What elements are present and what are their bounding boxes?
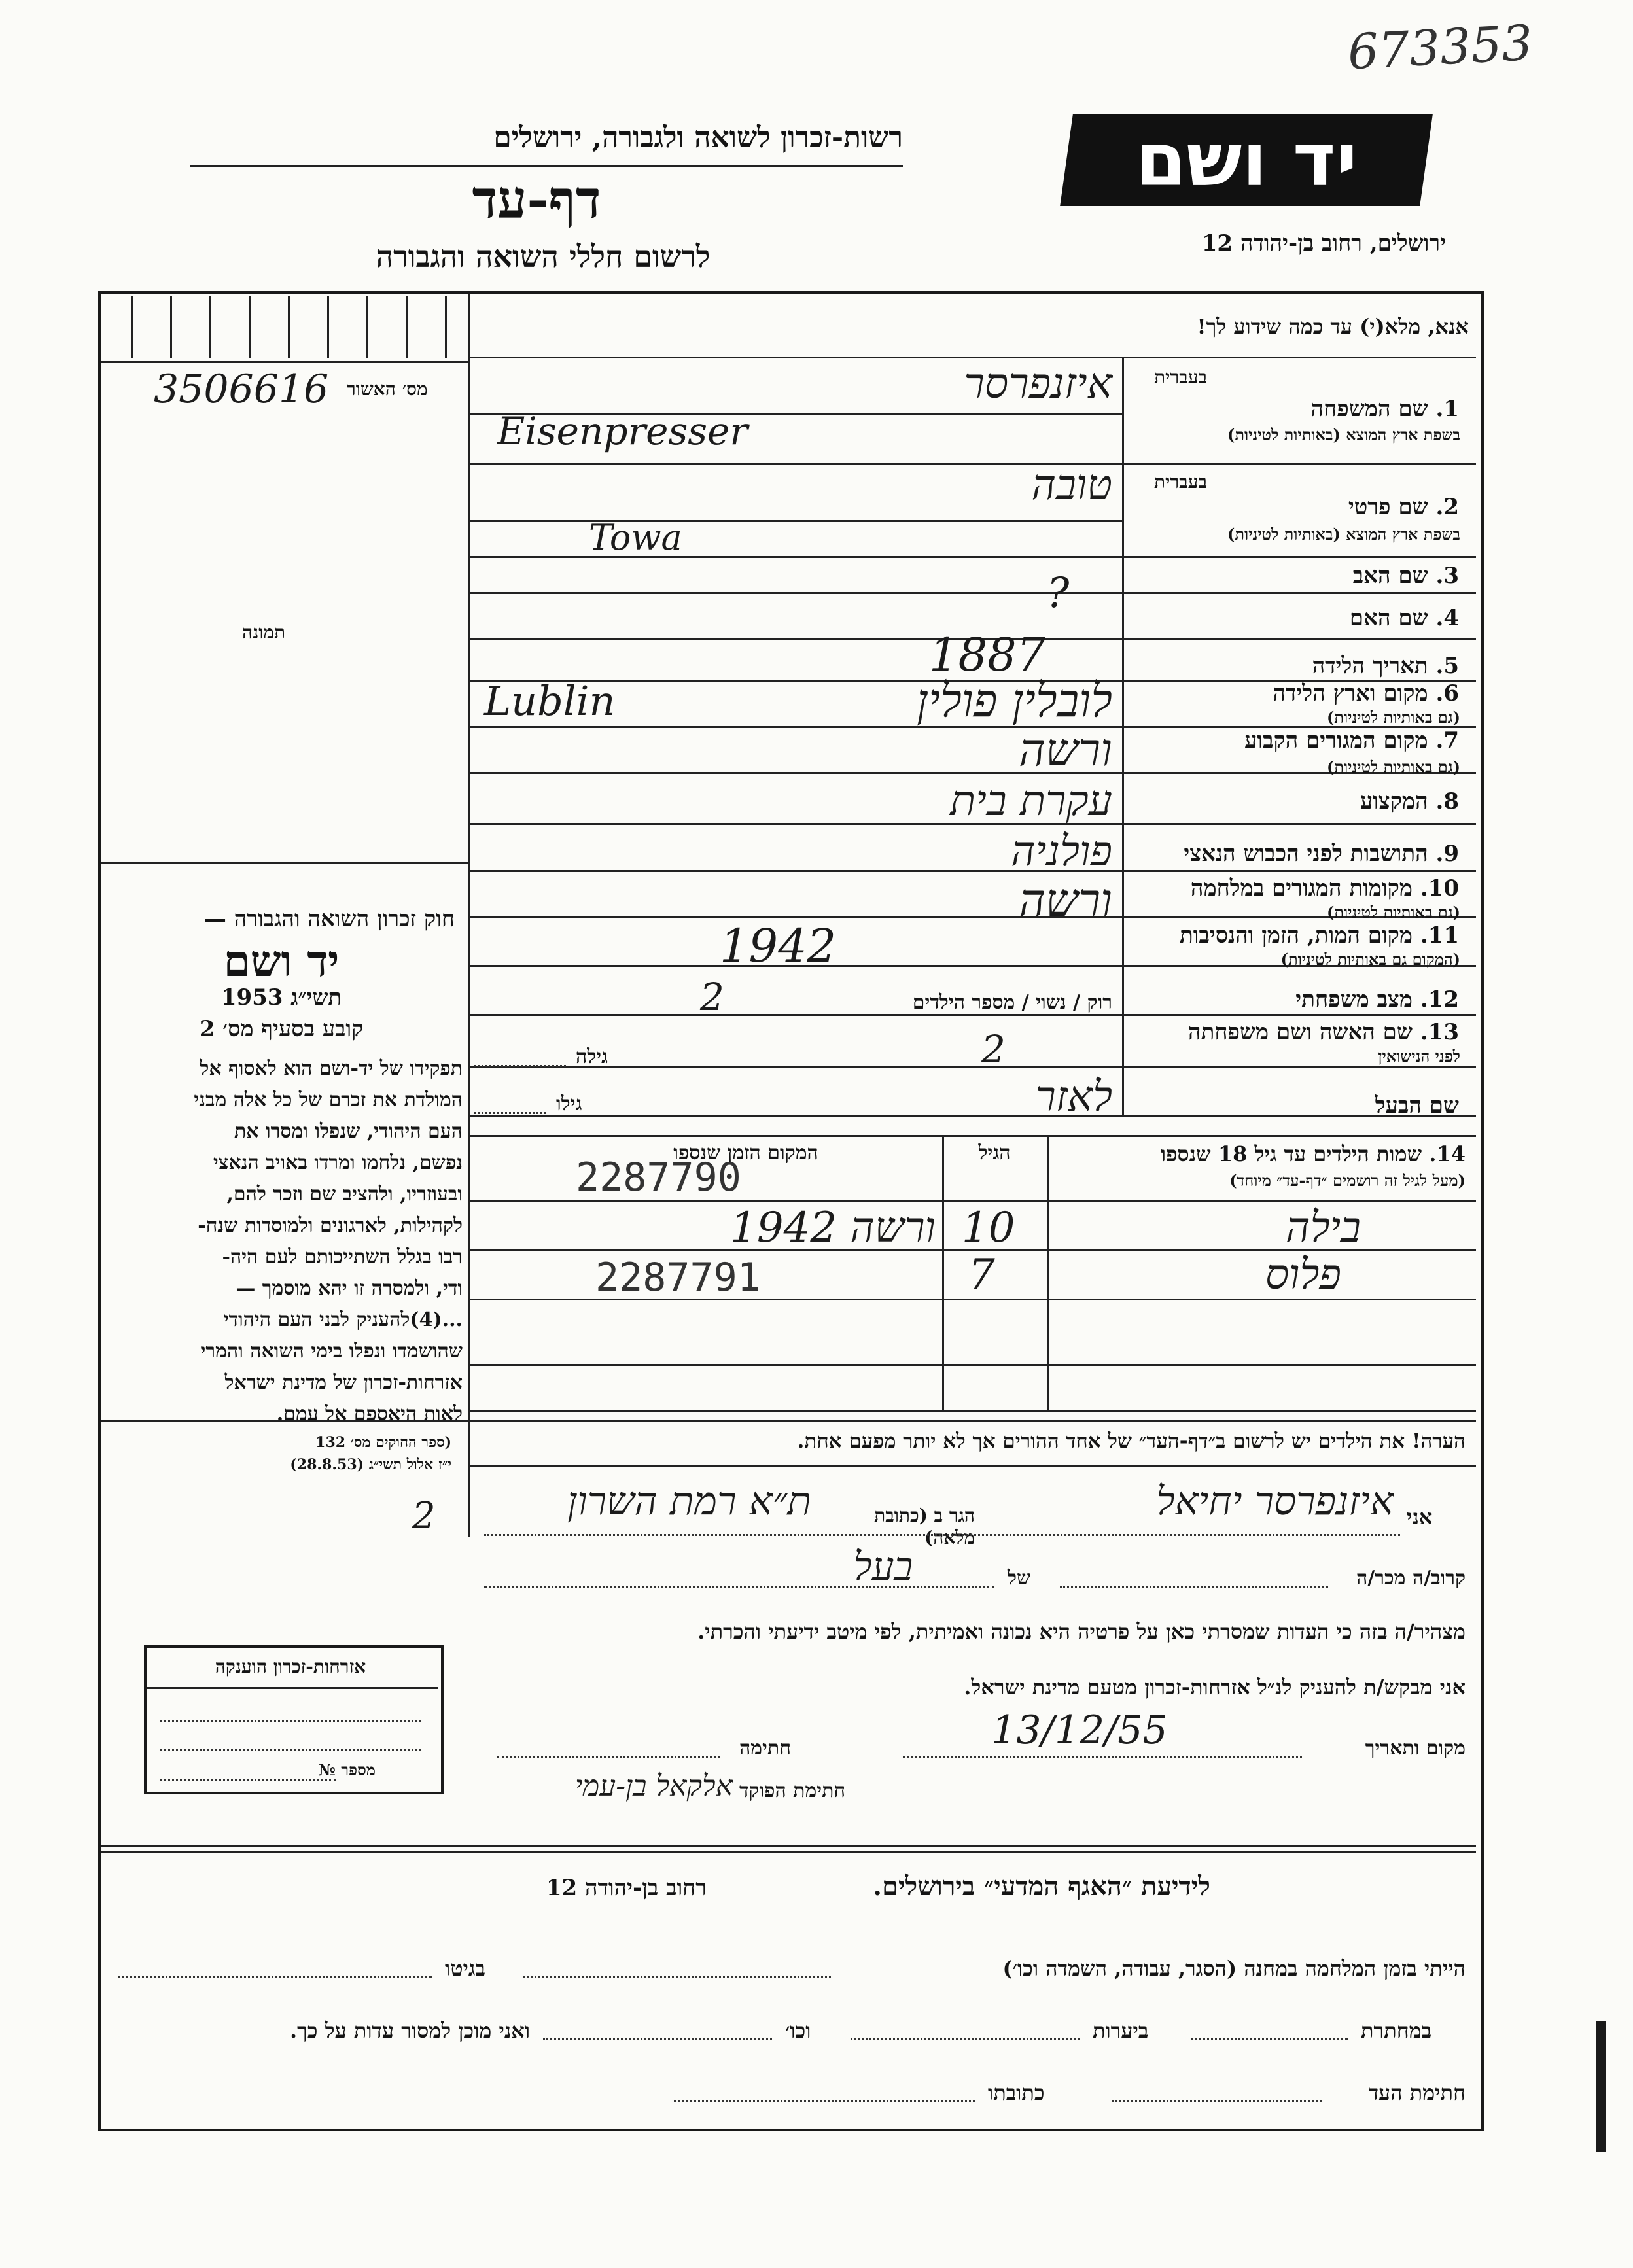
children-note: הערה! את הילדים יש לרשום ב״דף-העד״ של אחד ההורים אך לא יותר מפעם אחת.	[797, 1429, 1466, 1453]
photo-label: תמונה	[242, 621, 286, 643]
field-5-value: 1887	[929, 628, 1046, 682]
field-10-value: ורשה	[1019, 873, 1112, 927]
form-subtitle: לרשום חללי השואה והגבורה	[376, 239, 711, 274]
footer-title: לידיעת ״האגף המדעי״ בירושלים.	[873, 1871, 1210, 1902]
place-date-value: 13/12/55	[991, 1707, 1168, 1753]
citizenship-box-title: אזרחות-זכרון הוענקה	[215, 1656, 366, 1677]
field-11-sub: (המקום גם באותיות לטיניות)	[1280, 950, 1460, 969]
stamp-number-1: 2287790	[576, 1155, 741, 1200]
field-11-label: מקום המות, הזמן והנסיבות	[1179, 922, 1413, 949]
footer-address-label: כתובתו	[988, 2080, 1045, 2105]
declarant-name: איזנפרסר יחיאל	[1156, 1478, 1394, 1524]
relation-label: קרוב/ה מכר/ה	[1356, 1567, 1466, 1590]
field-6-sub: (גם באותיות לטיניות)	[1326, 708, 1460, 727]
field-8-label: המקצוע	[1360, 788, 1428, 814]
yad-vashem-logo	[1060, 114, 1433, 206]
logo-text: יד ושם	[1135, 118, 1358, 203]
field-5-label: תאריך הלידה	[1312, 653, 1428, 679]
field-10-sub: (גם באותיות לטיניות)	[1326, 903, 1460, 922]
field-2-hebrew-value: טובה	[1031, 461, 1112, 510]
field-4-label: שם האם	[1349, 605, 1428, 631]
husband-name-value: לאזר	[1035, 1073, 1112, 1121]
child-2-name: פלוס	[1265, 1251, 1341, 1299]
field-7-label: מקום המגורים הקבוע	[1244, 727, 1428, 754]
citizenship-box-number-label: מספר №	[318, 1760, 376, 1779]
child-2-age: 7	[968, 1251, 995, 1299]
child-1-age: 10	[962, 1204, 1015, 1252]
field-9-value: פולניה	[1011, 828, 1112, 876]
field-13-label: שם האשה ושם משפחתה	[1188, 1019, 1413, 1045]
law-reference-date: י״ז אלול תשי״ג (28.8.53)	[290, 1456, 451, 1473]
law-reference: (ספר החוקים מס׳ 132	[315, 1434, 451, 1451]
signature-label: חתימה	[739, 1737, 791, 1760]
husband-age-label: גילו	[556, 1092, 582, 1115]
stamp-number-2: 2287791	[595, 1255, 761, 1300]
footer-address: רחוב בן-יהודה 12	[546, 1875, 707, 1901]
field-3-value: ?	[1047, 569, 1070, 618]
law-title: חוק זכרון השואה והגבורה —	[203, 906, 455, 932]
field-12-label: מצב משפחתי	[1295, 986, 1413, 1013]
children-sub: (מעל לגיל זה רושמים ״דף-עד״ מיוחד)	[1229, 1171, 1466, 1190]
officer-signature-label: חתימת הפוקד	[739, 1779, 846, 1802]
approval-label: מס׳ האשור	[347, 378, 428, 400]
authority-line: רשות-זכרון לשואה ולגבורה, ירושלים	[493, 121, 903, 154]
jerusalem-address: ירושלים, רחוב בן-יהודה 12	[1201, 230, 1446, 256]
field-2-latin-value: Towa	[589, 517, 682, 558]
intro-instruction: אנא, מלא(י) עד כמה שידוע לך!	[1197, 314, 1469, 339]
field-13-sub: לפני הנישואין	[1378, 1047, 1460, 1066]
law-year: תשי״ג 1953	[220, 985, 342, 1011]
approval-number: 3506616	[154, 366, 329, 412]
field-1-sub: בשפת ארץ המוצא (באותיות לטיניות)	[1227, 425, 1460, 444]
field-13-value: 2	[981, 1027, 1006, 1072]
field-1-hebrew-value: איזנפרסר	[964, 360, 1112, 408]
field-9-label: התושבות לפני הכבוש הנאצי	[1184, 841, 1428, 867]
form-title: דף-עד	[472, 169, 601, 230]
field-10-label: מקומות המגורים במלחמה	[1190, 875, 1413, 901]
footer-forests-label: ביערות	[1093, 2018, 1149, 2043]
law-text: תפקידו של יד-ושם הוא לאסוף אל המולדת את זכרם של כל אלה מבני העם היהודי, שנפלו ומסרו את נפשם, נלחמו ומרדו באויב הנאצי ובעוזריו, ולהציב שם וזכר להם, לקהילות, לארגונים ולמוסדות שנח- רבו בגלל השתייכותם לעם היה- ודי, ולמסרה זו יהא מוסמך — ...(4)להעניק לבני העם היהודי שהושמדו ונפלו בימי השואה והמרי אזרחות-זכרון של מדינת ישראל לאות היאספם אל עמם.	[194, 1057, 463, 1425]
field-6-latin-value: Lublin	[484, 677, 616, 725]
field-7-value: ורשה	[1019, 723, 1112, 776]
citizenship-box	[144, 1645, 444, 1794]
page-mark: 2	[412, 1495, 436, 1537]
footer-witness-signature-label: חתימת העד	[1368, 2080, 1466, 2105]
field-2-sub: בשפת ארץ המוצא (באותיות לטיניות)	[1227, 525, 1460, 544]
children-place-header: המקום הזמן שנספו	[673, 1142, 818, 1164]
field-1-label: שם המשפחה	[1310, 396, 1428, 422]
field-11-value: 1942	[720, 919, 837, 973]
child-1-place: ורשה 1942	[730, 1204, 936, 1252]
field-6-label: מקום וארץ הלידה	[1273, 680, 1428, 707]
office-use-boxes	[105, 296, 461, 361]
field-1-lang: בעברית	[1153, 366, 1207, 388]
children-age-header: הגיל	[978, 1142, 1011, 1164]
field-12-status-options: רוק / נשוי / מספר הילדים	[912, 991, 1112, 1014]
footer-testimony-text: ואני מוכן למסור עדות על כך.	[289, 2018, 530, 2043]
of-label: של	[1008, 1567, 1031, 1590]
declarant-address: ת״א רמת השרון	[567, 1478, 811, 1524]
children-label: 14. שמות הילדים עד גיל 18 שנספו	[1160, 1142, 1466, 1166]
field-12-value: 2	[700, 975, 724, 1019]
scan-edge-mark	[1596, 2021, 1606, 2152]
law-name: יד ושם	[223, 935, 340, 986]
field-2-label: שם פרטי	[1348, 494, 1428, 520]
officer-name: אלקאל בן-עמי	[574, 1770, 733, 1803]
relation-value: בעל	[853, 1544, 913, 1590]
place-date-label: מקום ותאריך	[1365, 1737, 1466, 1760]
footer-underground-label: במחתרת	[1361, 2018, 1432, 2043]
footer-etc-label: וכו׳	[785, 2018, 811, 2043]
declaration-text: מצהיר/ה בזה כי העדות שמסרתי כאן על פרטיה היא נכונה ואמיתית, לפי מיטב ידיעתי והכרתי.	[697, 1619, 1466, 1644]
archive-number: 673353	[1346, 14, 1534, 81]
field-2-lang: בעברית	[1153, 471, 1207, 493]
footer-camp-line: הייתי בזמן המלחמה במחנה (הסגר, עבודה, השמדה וכו׳)	[1002, 1956, 1466, 1981]
footer-ghetto-label: בגיטו	[445, 1956, 485, 1981]
husband-name-label: שם הבעל	[1375, 1092, 1459, 1119]
field-8-value: עקרת בית	[950, 777, 1112, 826]
law-section: קובע בסעיף מס׳ 2	[199, 1016, 364, 1042]
field-1-latin-value: Eisenpresser	[497, 409, 748, 453]
declarant-address-label: הגר ב (כתובת מלאה)	[874, 1505, 975, 1548]
field-6-value: לובלין פולין	[916, 674, 1112, 727]
declarant-i-label: אני	[1407, 1505, 1433, 1529]
field-3-label: שם האב	[1352, 563, 1428, 589]
field-7-sub: (גם באותיות לטיניות)	[1326, 758, 1460, 776]
child-1-name: בילה	[1285, 1204, 1361, 1252]
citizenship-request: אני מבקש/ת להעניק לנ״ל אזרחות-זכרון מטעם מדינת ישראל.	[964, 1675, 1466, 1700]
field-13-age-label: גילה	[576, 1045, 608, 1068]
